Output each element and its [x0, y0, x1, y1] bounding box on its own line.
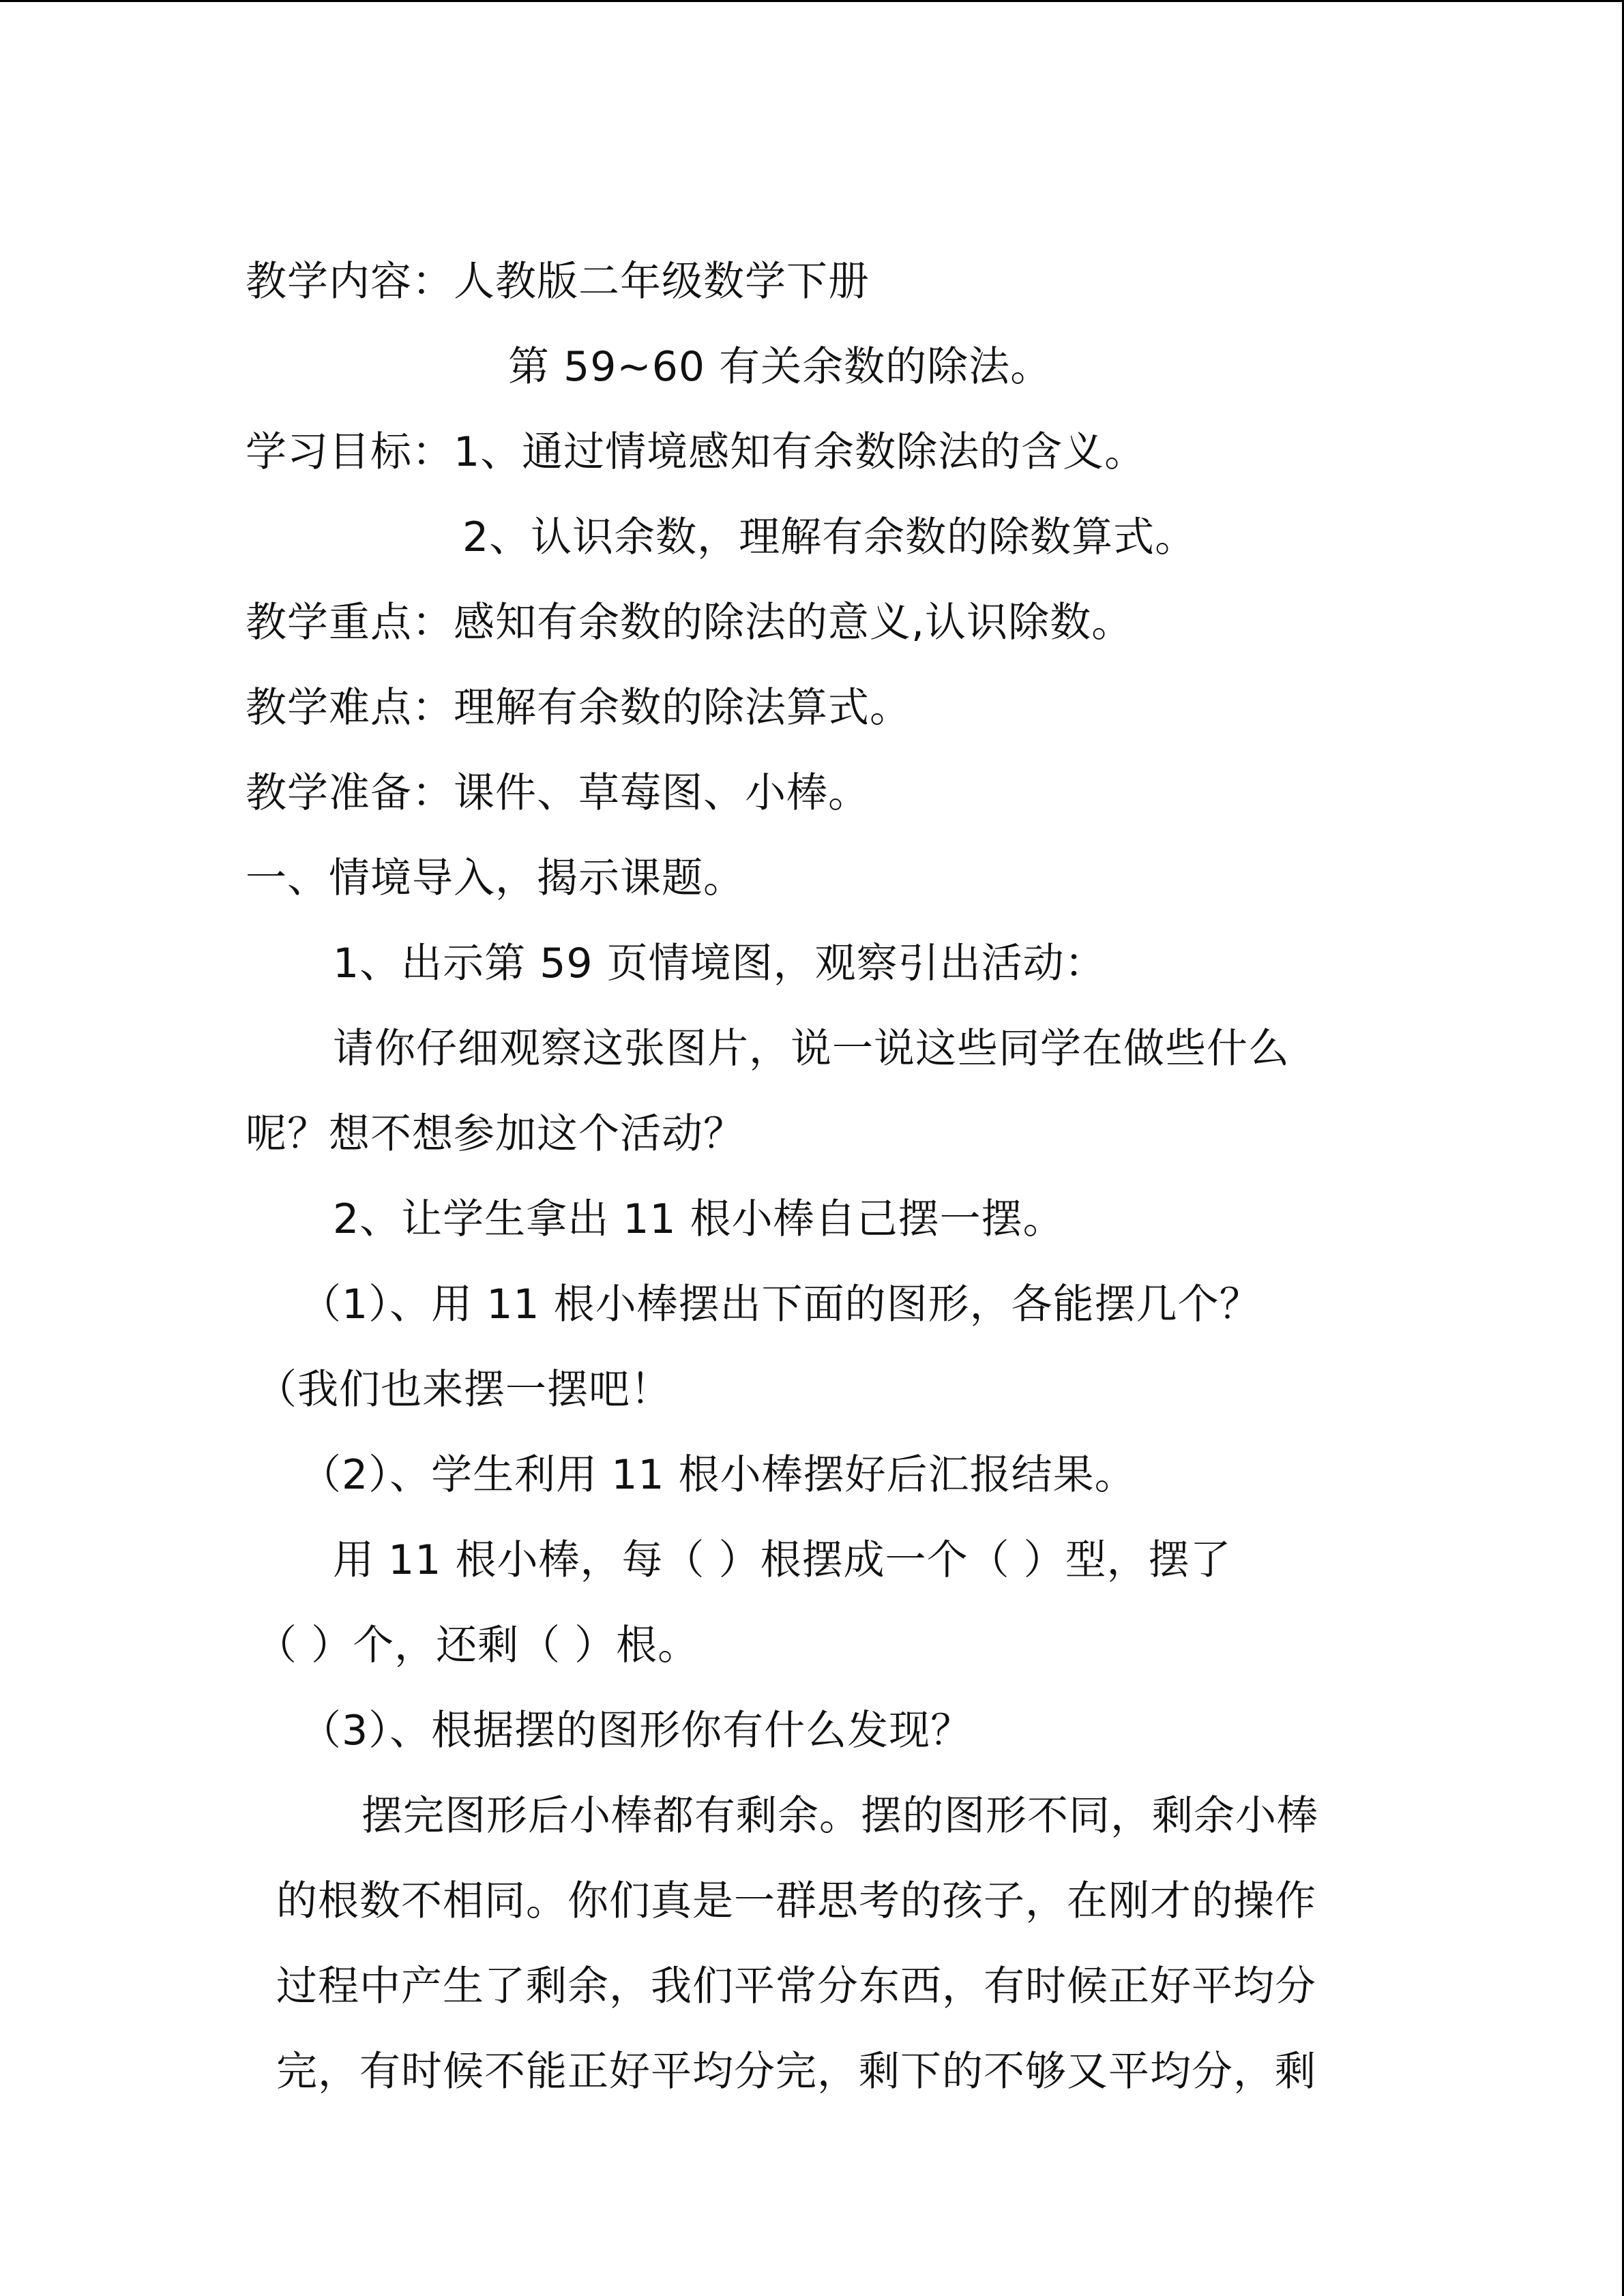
substep-1-line: （1）、用 11 根小棒摆出下面的图形，各能摆几个？	[300, 1281, 1261, 1328]
prompt-line-2: 呢？想不想参加这个活动？	[246, 1110, 745, 1158]
fill-blank-line-2: （ ）个，还剩（ ）根。	[256, 1622, 700, 1669]
preparation-line: 教学准备：课件、草莓图、小棒。	[246, 769, 870, 817]
prompt-line-1: 请你仔细观察这张图片，说一说这些同学在做些什么	[333, 1025, 1290, 1073]
step-2-line: 2、让学生拿出 11 根小棒自己摆一摆。	[333, 1195, 1065, 1243]
key-point-line: 教学重点：感知有余数的除法的意义,认识除数。	[246, 599, 1134, 646]
discovery-line-3: 过程中产生了剩余，我们平常分东西，有时候正好平均分	[276, 1963, 1316, 2010]
teaching-content-line: 教学内容：人教版二年级数学下册	[246, 258, 870, 305]
substep-2-line: （2）、学生利用 11 根小棒摆好后汇报结果。	[300, 1451, 1136, 1499]
fill-blank-line-1: 用 11 根小棒，每（ ）根摆成一个（ ）型，摆了	[333, 1536, 1232, 1584]
learning-goal-1-line: 学习目标：1、通过情境感知有余数除法的含义。	[246, 428, 1147, 476]
difficulty-line: 教学难点：理解有余数的除法算式。	[246, 684, 911, 732]
discovery-line-4: 完，有时候不能正好平均分完，剩下的不够又平均分，剩	[276, 2048, 1316, 2096]
substep-3-line: （3）、根据摆的图形你有什么发现？	[300, 1707, 973, 1755]
substep-1-note-line: （我们也来摆一摆吧！	[256, 1366, 672, 1414]
step-1-line: 1、出示第 59 页情境图，观察引出活动：	[333, 940, 1106, 987]
lesson-pages-line: 第 59~60 有关余数的除法。	[508, 343, 1052, 391]
learning-goal-2-line: 2、认识余数，理解有余数的除数算式。	[462, 513, 1197, 561]
discovery-line-1: 摆完图形后小棒都有剩余。摆的图形不同，剩余小棒	[361, 1792, 1318, 1840]
page-border-top	[0, 0, 1624, 2]
section-heading-line: 一、情境导入，揭示课题。	[246, 854, 745, 902]
discovery-line-2: 的根数不相同。你们真是一群思考的孩子，在刚才的操作	[276, 1877, 1316, 1925]
